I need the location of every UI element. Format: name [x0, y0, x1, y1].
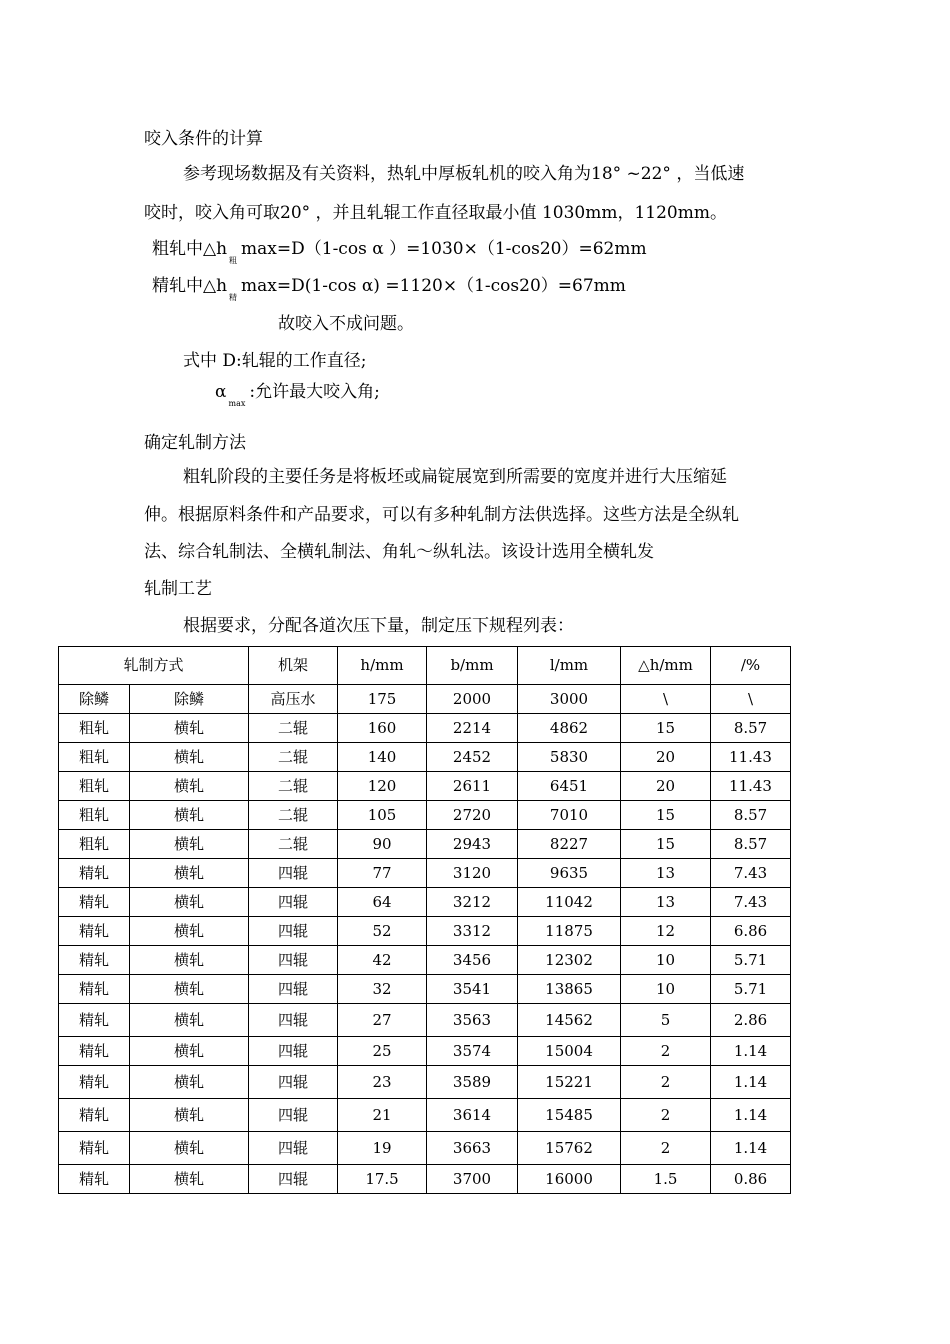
table-row: [59, 801, 791, 830]
table-cell: 16000: [518, 1165, 621, 1194]
table-cell: 3456: [427, 946, 518, 975]
table-header-cell: /%: [711, 647, 791, 685]
conclusion-text: 故咬入不成问题。: [278, 314, 414, 334]
table-cell: \: [621, 685, 711, 714]
table-cell: 11042: [518, 888, 621, 917]
table-cell: 2214: [427, 714, 518, 743]
table-row: [59, 1099, 791, 1132]
table-cell: 1.14: [711, 1099, 791, 1132]
table-row: [59, 830, 791, 859]
table-cell: 3614: [427, 1099, 518, 1132]
table-cell: 横轧: [130, 1099, 249, 1132]
table-cell: 2: [621, 1132, 711, 1165]
table-cell: 粗轧: [59, 714, 130, 743]
table-cell: 7010: [518, 801, 621, 830]
table-cell: 四辊: [249, 1004, 338, 1037]
table-cell: 25: [338, 1037, 427, 1066]
table-cell: 精轧: [59, 975, 130, 1004]
table-cell: 14562: [518, 1004, 621, 1037]
table-cell: 3563: [427, 1004, 518, 1037]
table-cell: 13: [621, 888, 711, 917]
paragraph-line: 粗轧阶段的主要任务是将板坯或扁锭展宽到所需要的宽度并进行大压缩延: [183, 467, 727, 487]
table-cell: 粗轧: [59, 801, 130, 830]
where-d: 式中 D:轧辊的工作直径;: [183, 351, 367, 371]
table-cell: 除鳞: [130, 685, 249, 714]
table-cell: 3589: [427, 1066, 518, 1099]
table-cell: 精轧: [59, 859, 130, 888]
table-cell: 12: [621, 917, 711, 946]
table-cell: 8.57: [711, 801, 791, 830]
table-cell: 9635: [518, 859, 621, 888]
paragraph-line: 伸。根据原料条件和产品要求，可以有多种轧制方法供选择。这些方法是全纵轧: [144, 505, 739, 525]
table-cell: 3000: [518, 685, 621, 714]
table-row: [59, 859, 791, 888]
formula-rough: [152, 239, 647, 265]
table-row: [59, 946, 791, 975]
table-cell: 1.5: [621, 1165, 711, 1194]
table-cell: 横轧: [130, 772, 249, 801]
table-cell: 160: [338, 714, 427, 743]
section-title-process: 轧制工艺: [144, 579, 212, 599]
table-cell: 精轧: [59, 1165, 130, 1194]
table-row: [59, 685, 791, 714]
table-cell: 3541: [427, 975, 518, 1004]
table-row: [59, 917, 791, 946]
formula-prefix: 精轧中△h: [152, 276, 228, 296]
table-cell: 横轧: [130, 801, 249, 830]
table-cell: 二辊: [249, 743, 338, 772]
table-cell: 7.43: [711, 888, 791, 917]
table-cell: 11.43: [711, 772, 791, 801]
table-cell: 20: [621, 743, 711, 772]
table-cell: 四辊: [249, 975, 338, 1004]
alpha-desc: :允许最大咬入角;: [249, 382, 380, 402]
table-cell: 精轧: [59, 1037, 130, 1066]
table-header-cell: h/mm: [338, 647, 427, 685]
table-cell: 120: [338, 772, 427, 801]
table-header-cell: l/mm: [518, 647, 621, 685]
table-cell: 3663: [427, 1132, 518, 1165]
table-cell: 1.14: [711, 1132, 791, 1165]
paragraph-line: 参考现场数据及有关资料，热轧中厚板轧机的咬入角为18° ~22° ，当低速: [183, 164, 745, 184]
table-cell: 精轧: [59, 1004, 130, 1037]
table-cell: 19: [338, 1132, 427, 1165]
table-cell: 横轧: [130, 1066, 249, 1099]
table-cell: 精轧: [59, 917, 130, 946]
formula-subscript: 精: [229, 293, 238, 302]
table-cell: 2611: [427, 772, 518, 801]
formula-body: max=D(1-cos α) =1120×（1-cos20）=67mm: [241, 276, 626, 296]
formula-body: max=D（1-cos α ）=1030×（1-cos20）=62mm: [241, 239, 647, 259]
table-cell: 2943: [427, 830, 518, 859]
table-cell: 四辊: [249, 1037, 338, 1066]
table-cell: 15: [621, 714, 711, 743]
table-header-cell: 轧制方式: [59, 647, 249, 685]
table-cell: 2: [621, 1099, 711, 1132]
table-cell: 20: [621, 772, 711, 801]
table-cell: 横轧: [130, 1004, 249, 1037]
table-cell: 3700: [427, 1165, 518, 1194]
table-cell: 粗轧: [59, 830, 130, 859]
table-cell: 精轧: [59, 888, 130, 917]
table-cell: 13: [621, 859, 711, 888]
table-row: [59, 1066, 791, 1099]
table-cell: 四辊: [249, 859, 338, 888]
table-header-cell: 机架: [249, 647, 338, 685]
table-cell: 8227: [518, 830, 621, 859]
table-row: [59, 714, 791, 743]
table-cell: 8.57: [711, 830, 791, 859]
paragraph-line: 咬时，咬入角可取20° ，并且轧辊工作直径取最小值 1030mm，1120mm。: [144, 203, 727, 223]
table-cell: 2720: [427, 801, 518, 830]
section-title-method: 确定轧制方法: [144, 433, 246, 453]
table-cell: 52: [338, 917, 427, 946]
table-cell: 横轧: [130, 1037, 249, 1066]
table-row: [59, 1165, 791, 1194]
table-cell: 6.86: [711, 917, 791, 946]
table-cell: 12302: [518, 946, 621, 975]
table-cell: 3120: [427, 859, 518, 888]
table-cell: 15221: [518, 1066, 621, 1099]
table-cell: 32: [338, 975, 427, 1004]
table-cell: 四辊: [249, 917, 338, 946]
table-cell: 除鳞: [59, 685, 130, 714]
table-cell: 横轧: [130, 859, 249, 888]
table-cell: 四辊: [249, 888, 338, 917]
table-cell: 2: [621, 1066, 711, 1099]
table-cell: 横轧: [130, 1165, 249, 1194]
table-cell: 5.71: [711, 975, 791, 1004]
formula-subscript: 粗: [229, 256, 238, 265]
table-cell: 粗轧: [59, 772, 130, 801]
table-cell: 0.86: [711, 1165, 791, 1194]
paragraph-line: 根据要求，分配各道次压下量，制定压下规程列表：: [183, 616, 574, 636]
table-cell: 11.43: [711, 743, 791, 772]
table-cell: 精轧: [59, 946, 130, 975]
table-cell: 15: [621, 830, 711, 859]
table-cell: 横轧: [130, 888, 249, 917]
table-cell: 42: [338, 946, 427, 975]
table-cell: 二辊: [249, 714, 338, 743]
table-cell: 横轧: [130, 946, 249, 975]
table-row: [59, 888, 791, 917]
table-row: [59, 1004, 791, 1037]
table-row: [59, 1037, 791, 1066]
table-cell: 横轧: [130, 975, 249, 1004]
table-cell: 15004: [518, 1037, 621, 1066]
table-cell: 15: [621, 801, 711, 830]
table-cell: 10: [621, 946, 711, 975]
table-cell: 21: [338, 1099, 427, 1132]
table-cell: 高压水: [249, 685, 338, 714]
table-cell: 二辊: [249, 772, 338, 801]
table-cell: 四辊: [249, 1066, 338, 1099]
table-cell: 7.43: [711, 859, 791, 888]
table-cell: 5: [621, 1004, 711, 1037]
table-cell: 2.86: [711, 1004, 791, 1037]
table-cell: 粗轧: [59, 743, 130, 772]
table-cell: 11875: [518, 917, 621, 946]
table-cell: 四辊: [249, 1099, 338, 1132]
section-title-bite: 咬入条件的计算: [144, 129, 263, 149]
table-row: [59, 975, 791, 1004]
table-cell: 二辊: [249, 830, 338, 859]
table-cell: 横轧: [130, 714, 249, 743]
where-alpha: [215, 382, 380, 408]
table-cell: 15762: [518, 1132, 621, 1165]
table-cell: 5.71: [711, 946, 791, 975]
formula-prefix: 粗轧中△h: [152, 239, 228, 259]
table-cell: 105: [338, 801, 427, 830]
table-header-cell: b/mm: [427, 647, 518, 685]
table-cell: 10: [621, 975, 711, 1004]
table-cell: 17.5: [338, 1165, 427, 1194]
table-row: [59, 1132, 791, 1165]
table-cell: 27: [338, 1004, 427, 1037]
table-cell: 6451: [518, 772, 621, 801]
table-cell: 15485: [518, 1099, 621, 1132]
paragraph-line: 法、综合轧制法、全横轧制法、角轧～纵轧法。该设计选用全横轧发: [144, 542, 654, 562]
table-cell: 横轧: [130, 1132, 249, 1165]
table-cell: 1.14: [711, 1037, 791, 1066]
rolling-schedule-table: [58, 646, 791, 1194]
table-cell: 23: [338, 1066, 427, 1099]
table-cell: 90: [338, 830, 427, 859]
table-cell: 精轧: [59, 1099, 130, 1132]
table-cell: 4862: [518, 714, 621, 743]
table-header-cell: △h/mm: [621, 647, 711, 685]
table-cell: 77: [338, 859, 427, 888]
table-cell: 2452: [427, 743, 518, 772]
table-cell: 3312: [427, 917, 518, 946]
alpha-subscript: max: [228, 399, 246, 408]
table-cell: \: [711, 685, 791, 714]
table-header-row: [59, 647, 791, 685]
table-cell: 3212: [427, 888, 518, 917]
alpha-symbol: α: [215, 382, 227, 402]
table-cell: 175: [338, 685, 427, 714]
table-row: [59, 743, 791, 772]
table-cell: 四辊: [249, 1132, 338, 1165]
table-cell: 精轧: [59, 1066, 130, 1099]
table-row: [59, 772, 791, 801]
table-cell: 5830: [518, 743, 621, 772]
table-cell: 13865: [518, 975, 621, 1004]
table-cell: 2: [621, 1037, 711, 1066]
table-cell: 8.57: [711, 714, 791, 743]
table-cell: 四辊: [249, 1165, 338, 1194]
table-cell: 横轧: [130, 830, 249, 859]
table-cell: 2000: [427, 685, 518, 714]
table-cell: 1.14: [711, 1066, 791, 1099]
table-cell: 四辊: [249, 946, 338, 975]
table-cell: 64: [338, 888, 427, 917]
table-cell: 横轧: [130, 743, 249, 772]
table-cell: 横轧: [130, 917, 249, 946]
formula-finish: [152, 276, 626, 302]
table-cell: 3574: [427, 1037, 518, 1066]
table-cell: 精轧: [59, 1132, 130, 1165]
table-cell: 140: [338, 743, 427, 772]
table-cell: 二辊: [249, 801, 338, 830]
